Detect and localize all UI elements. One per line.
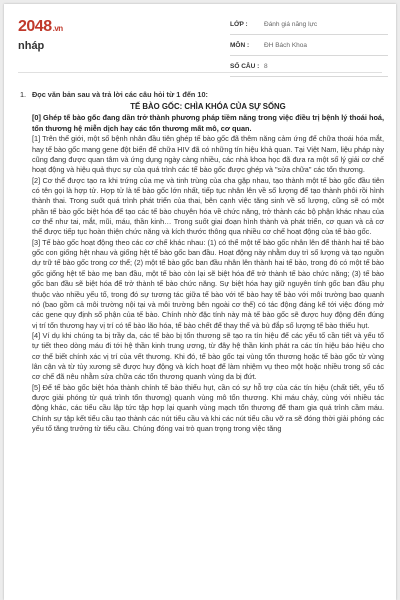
article-title: TẾ BÀO GỐC: CHÌA KHÓA CỦA SỰ SỐNG [130,102,286,112]
meta-label: LỚP : [230,20,248,28]
article-paragraph-4: [4] Ví dụ khi chúng ta bị trầy da, các tế bào bị tổn thương sẽ tạo ra tín hiệu để các yếu tố cần tiết và yếu tố tự tiết theo dòng máu đi tới hệ thần kinh trung ương, từ đây hệ thần kinh phát ra các tín hiệu báo hiệu cho cơ thể biết chính xác vị trí của vết thương. Khi đó, tế bào gốc tại vùng tổn thương hoặc tế bào gốc từ vùng lân cận và từ tủy xương sẽ được huy động và kích hoạt để làm nhiệm vụ theo một hoặc nhiều trong số các cơ chế đã nêu nhằm sửa chữa các tổn thương quanh vùng da bị đứt. [32,330,384,382]
question-number: 1. [20,90,27,99]
brand-suffix: .vn [52,24,63,33]
meta-value: Đánh giá năng lực [264,20,318,28]
worksheet-page [4,4,396,600]
article-paragraph-3: [3] Tế bào gốc hoạt động theo các cơ chế khác nhau: (1) có thể một tế bào gốc nhân lên để thành hai tế bào gốc con giống hệt nhau và giống hệt tế bào gốc ban đầu. Hoạt động này nhằm duy trì số lượng và tạo nguồn dự trữ tế bào gốc trong cơ thể; (2) một tế bào gốc ban đầu nhân lên thành hai tế bào, trong đó có một tế bào gốc giống hệt tế bào mẹ ban đầu, một tế bào còn lại sẽ biệt hóa để trở thành tế bào chức năng; (3) tế bào gốc ban đầu sẽ biệt hóa để trở thành tế bào chức năng. Sự biệt hóa hay giữ nguyên tính gốc ban đầu phụ thuộc vào nhiều yếu tố, trong đó sự tương tác giữa tế bào với tế bào hay tế bào với môi trường bao quanh nó (bao gồm cả môi trường nội tại và môi trường bên ngoài cơ thể) có tác động đáng kể tới việc đóng mở các gene quy định số phận của tế bào. Chính nhờ đặc tính này mà tế bào gốc sẽ được huy động đến đúng vị trí tổn thương hay vị trí có tế bào lão hóa, tế bào chết để thay thế và bù đắp số lượng tế bào thiếu hụt. [32,237,384,330]
meta-label: SỐ CÂU : [230,62,260,70]
meta-value: 8 [264,62,268,70]
meta-label: MÔN : [230,41,250,49]
meta-row-question-count [230,56,388,77]
meta-row-class [230,14,388,35]
brand-logo[interactable] [18,18,63,36]
article-paragraph-1: [1] Trên thế giới, một số bệnh nhân đầu tiên ghép tế bào gốc đã thêm năng cảm ứng để chữa thoái hóa mắt, hay tế bào gốc mang gene đột biến để chữa HIV đã có những tín hiệu khả quan. Tại Việt Nam, liệu pháp này cũng đang được quan tâm và ứng dụng ngày càng nhiều, các nhà khoa học đã đưa ra một số lý giải cơ chế hoạt động và hiệu quả thực sự của quá trình các tế bào gốc được ghép và "sửa chữa" các tổn thương. [32,134,384,175]
article-lead: [0] Ghép tế bào gốc đang dần trở thành phương pháp tiềm năng trong việc điều trị bệnh lý thoái hoá, tổn thương hệ miễn dịch hay các tổn thương mất mô, cơ quan. [32,113,384,133]
meta-value: ĐH Bách Khoa [264,41,307,49]
question-prompt: Đọc văn bản sau và trả lời các câu hỏi từ 1 đến 10: [32,90,208,99]
page-subtitle: nháp [18,40,45,52]
article-paragraph-5: [5] Để tế bào gốc biệt hóa thành chính tế bào thiếu hụt, cần có sự hỗ trợ của các tín hiệu (chất tiết, yếu tố được giải phóng từ quá trình tổn thương) quanh vùng mô tổn thương. Khi máu chảy, cùng với nhiều tác động khác, các tiểu cầu lập tức tập hợp lại quanh vùng mạch tổn thương để tham gia quá trình cầm máu. Chính sự tập kết tiểu cầu tạo thành các nút tiểu cầu và khi các nút tiểu cầu vỡ ra sẽ đóng thời giải phóng các yếu tố tăng trưởng từ tiểu cầu. Chúng đóng vai trò quan trọng trong việc tăng [32,382,384,434]
meta-row-subject [230,35,388,56]
header-divider [18,72,382,73]
brand-name: 2048 [18,18,52,35]
question-content [32,90,384,435]
meta-table [230,14,388,77]
article-paragraph-2: [2] Cơ thể được tạo ra khi trứng của mẹ và tinh trùng của cha gặp nhau, tạo thành một tế bào gốc đầu tiên có tên gọi là hợp tử. Hợp tử là tế bào gốc lớn nhất, tiếp tục nhân lên về số lượng để tạo thành phôi rồi hình thành thai. Trong suốt quá trình phát triển của thai, bên cạnh việc tăng sinh về số lượng, cũng sẽ có một phần tế bào gốc biệt hóa để tạo các tế bào chuyên hóa về chức năng, trở thành các bộ phận khác nhau của cơ thể như tai, mắt, mũi, máu, thần kinh… Trong suốt giai đoạn hình thành và phát triển, cơ quan và cả cơ thể được tiếp tục hoàn thiện chức năng và kích thước thông qua nhiều cơ chế hoạt động của tế bào gốc. [32,175,384,237]
